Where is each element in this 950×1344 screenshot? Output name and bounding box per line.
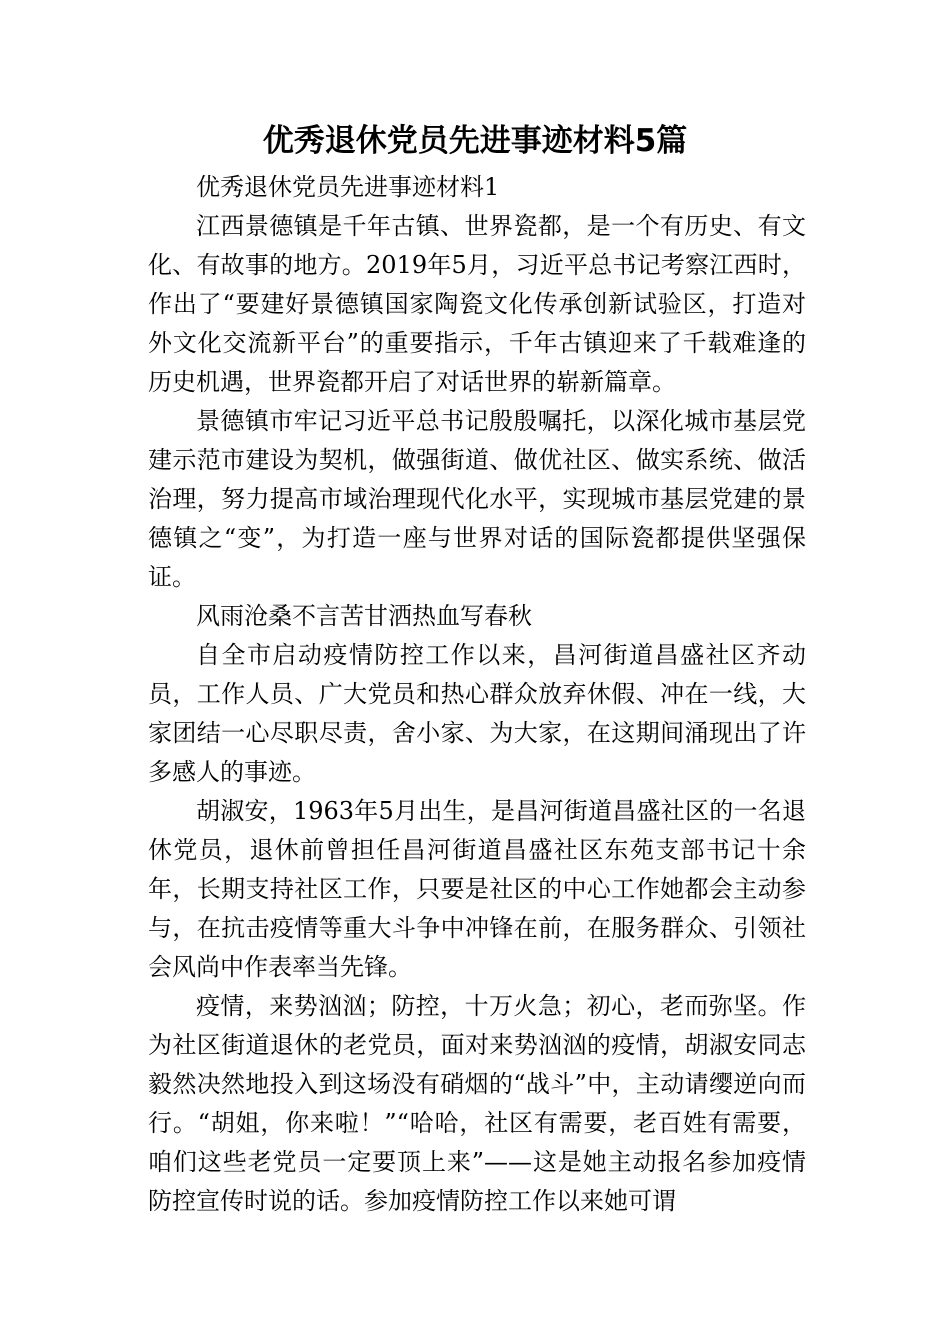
paragraph: 胡淑安，1963年5月出生，是昌河街道昌盛社区的一名退休党员，退休前曾担任昌河街道昌盛社区东苑支部书记十余年，长期支持社区工作，只要是社区的中心工作她都会主动参与，在抗击疫情等重大斗争中冲锋在前，在服务群众、引领社会风尚中作表率当先锋。 <box>148 797 806 981</box>
section-heading-paragraph: 风雨沧桑不言苦甘洒热血写春秋 <box>196 602 532 630</box>
paragraph: 江西景德镇是千年古镇、世界瓷都，是一个有历史、有文化、有故事的地方。2019年5月，习近平总书记考察江西时，作出了“要建好景德镇国家陶瓷文化传承创新试验区，打造对外文化交流新平台”的重要指示，千年古镇迎来了千载难逢的历史机遇，世界瓷都开启了对话世界的崭新篇章。 <box>148 212 806 396</box>
paragraph: 自全市启动疫情防控工作以来，昌河街道昌盛社区齐动员，工作人员、广大党员和热心群众放弃休假、冲在一线，大家团结一心尽职尽责，舍小家、为大家，在这期间涌现出了许多感人的事迹。 <box>148 641 806 786</box>
subtitle-paragraph: 优秀退休党员先进事迹材料1 <box>196 173 500 201</box>
document-body <box>148 168 806 1221</box>
document-title: 优秀退休党员先进事迹材料5篇 <box>262 123 688 159</box>
paragraph: 景德镇市牢记习近平总书记殷殷嘱托，以深化城市基层党建示范市建设为契机，做强街道、做优社区、做实系统、做活治理，努力提高市域治理现代化水平，实现城市基层党建的景德镇之“变”，为打造一座与世界对话的国际瓷都提供坚强保证。 <box>148 407 806 591</box>
paragraph: 疫情，来势汹汹；防控，十万火急；初心，老而弥坚。作为社区街道退休的老党员，面对来势汹汹的疫情，胡淑安同志毅然决然地投入到这场没有硝烟的“战斗”中，主动请缨逆向而行。“胡姐，你来啦！”“哈哈，社区有需要，老百姓有需要，咱们这些老党员一定要顶上来”——这是她主动报名参加疫情防控宣传时说的话。参加疫情防控工作以来她可谓 <box>148 992 806 1215</box>
